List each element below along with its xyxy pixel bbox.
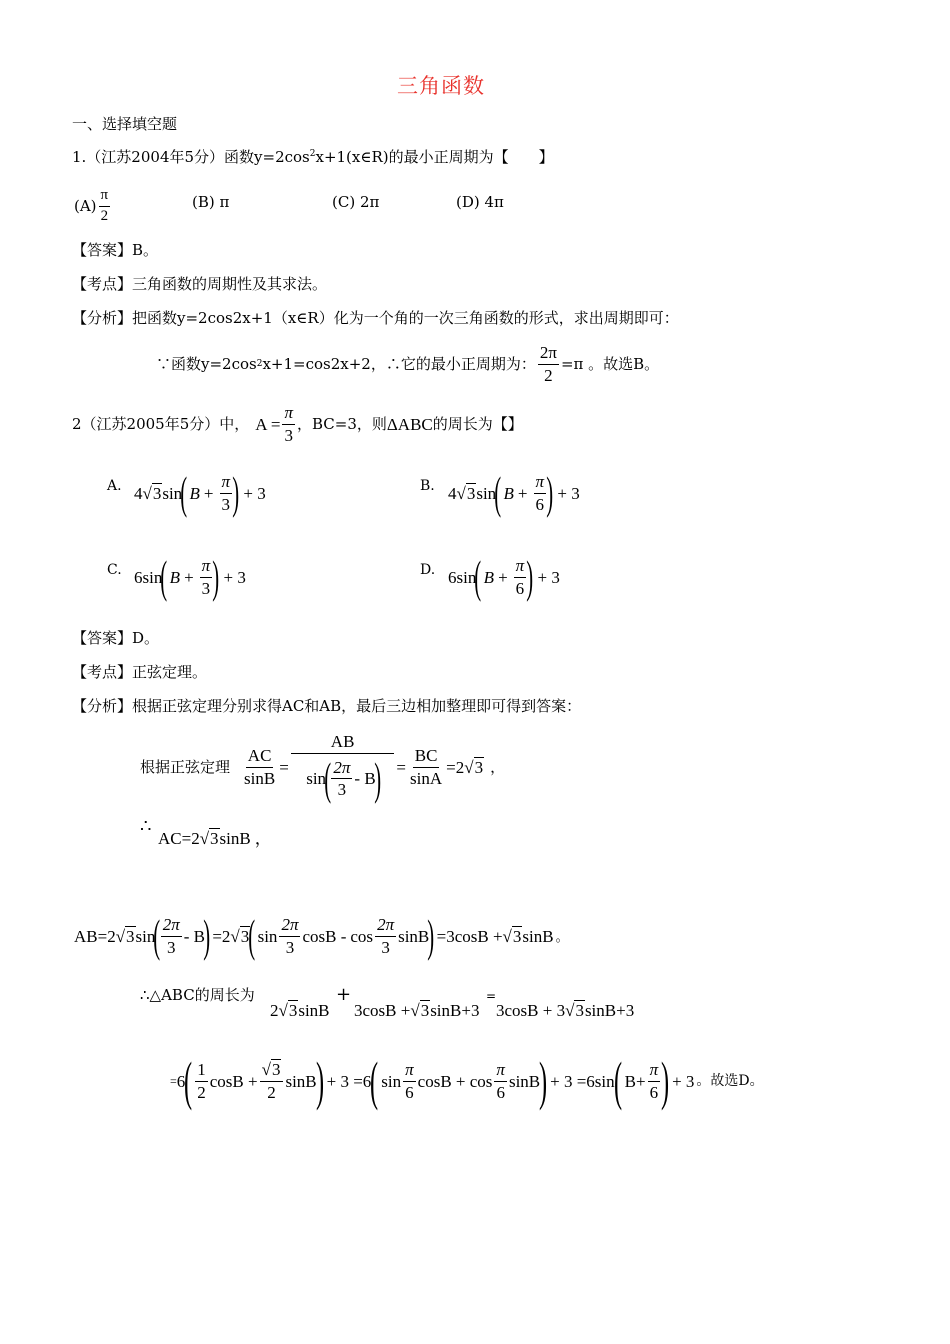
q1-option-d: (D) 4π [456,193,504,211]
fraction: $\frac{2\pi}{3}$ [162,914,180,957]
q1-analysis: 【分析】把函数y=2cos2x+1（x∈R）化为一个角的一次三角函数的形式，求出周期即可： [72,309,679,327]
fraction: $\frac{\pi}{2}$ [100,187,109,224]
q2-analysis: 【分析】根据正弦定理分别求得AC和AB，最后三边相加整理即可得到答案： [72,697,582,715]
sqrt: √3 [410,1001,430,1020]
sqrt: √3 [199,829,219,848]
q2-ab-line: AB=2 √3 sin ( $\frac{2\pi}{3}$ - B ) =2 √3 ( sin $\frac{2\pi}{3}$ cosB - cos $\frac{2\pi}{3}$ sinB ) =3cosB + √3 sinB 。 [74,910,569,961]
sqrt: √3 [565,1001,584,1020]
q2-option-a-label: A. [107,478,122,494]
q2-option-b-expr: 4 √3 sin ( B + $\frac{\pi}{6}$ ) + 3 [448,467,580,518]
q1-option-c: (C) 2π [332,193,380,211]
fraction: $\frac{\pi}{6}$ [535,471,545,514]
q2-point: 【考点】正弦定理。 [72,663,208,681]
fraction: $\frac{2\pi}{2}$ [539,343,557,385]
q2-final-line: = 6 ( $\frac{1}{2}$ cosB + $\frac{√3}{2}$ sinB ) + 3 =6 ( sin $\frac{\pi}{6}$ cosB + cos $\frac{\pi}{6}$ sinB ) + 3 =6sin ( B+ $\frac{\pi}{6}$ ) + 3 。故选D。 [170,1051,764,1111]
fraction: $\frac{AC}{\sin B}$ [244,746,276,788]
sqrt: √3 [464,757,484,777]
fraction: $\frac{2\pi}{3}$ [377,914,395,957]
q2-stem: 2（江苏2005年5分）中， A = $\frac{\pi}{3}$ ，BC=3，则 ΔABC 的周长为【】 [72,403,523,445]
sqrt: √3 [456,483,476,503]
q1-work: ∵函数y=2cos 2 x+1=cos2x+2，∴它的最小正周期为： $\frac{2\pi}{2}$ =π 。故选B。 [156,343,660,385]
q1-stem: 1.（江苏2004年5分）函数$y=2\cos^2x+1(x\in R)$的最小正周期为【 】 [72,148,554,166]
q2-option-a-expr: 4 √3 sin ( B + $\frac{\pi}{3}$ ) + 3 [134,467,266,518]
fraction: $\frac{2\pi}{3}$ [333,757,351,800]
fraction: $\frac{\pi}{6}$ [649,1059,659,1102]
fraction: $\frac{\pi}{6}$ [515,555,525,598]
q2-option-d-label: D. [420,562,436,578]
q1-option-a: (A) $\frac{\pi}{2}$ [74,187,109,224]
section-heading: 一、选择填空题 [72,115,178,133]
q2-option-c-label: C. [107,562,122,578]
sqrt: √3 [115,926,135,946]
page-title: 三角函数 [397,74,485,98]
fraction: $\frac{\pi}{6}$ [405,1059,414,1102]
q2-law-of-sines: 根据正弦定理 $\frac{AC}{\sin B}$ = AB sin ( $\frac{2\pi}{3}$ - B ) = $\frac{BC}{\sin A}$ =2 √3 ， [140,732,506,804]
sqrt: √3 [142,483,162,503]
q2-option-d-expr: 6 sin ( B + $\frac{\pi}{6}$ ) + 3 [448,551,560,602]
q1-option-b: (B) π [192,193,230,211]
therefore-symbol: ∴ [140,816,152,837]
fraction: $\frac{2\pi}{3}$ [281,914,299,957]
sqrt: √3 [261,1059,281,1079]
q2-ac-line: AC=2 √3 sinB ， [158,829,272,848]
q1-point: 【考点】三角函数的周期性及其求法。 [72,275,328,293]
sqrt: √3 [502,926,522,946]
q2-perimeter-term1: 2 √3 sinB [270,1001,330,1020]
fraction: $\frac{\pi}{3}$ [201,555,211,598]
fraction: $\frac{\pi}{3}$ [221,471,231,514]
fraction: $\frac{\pi}{6}$ [496,1059,505,1102]
perimeter-plus: + [336,984,352,1005]
fraction: $\frac{√3}{2}$ [260,1061,284,1102]
q2-perimeter-term3: 3cosB + 3 √3 sinB+3 [496,1001,635,1020]
q2-answer: 【答案】D。 [72,629,160,647]
q2-option-b-label: B. [420,478,435,494]
sqrt: √3 [230,926,250,946]
q2-option-c-expr: 6 sin ( B + $\frac{\pi}{3}$ ) + 3 [134,551,246,602]
fraction: AB sin ( $\frac{2\pi}{3}$ - B ) [291,733,395,802]
sqrt: √3 [278,1001,298,1020]
q1-answer: 【答案】B。 [72,241,159,259]
fraction: $\frac{\pi}{3}$ [284,403,293,445]
q2-perimeter-lead: ∴△ABC的周长为 [140,986,255,1004]
q2-perimeter-term2: 3cosB + √3 sinB+3 [354,1001,480,1020]
fraction: $\frac{BC}{\sin A}$ [410,746,443,788]
fraction: $\frac{1}{2}$ [197,1059,206,1102]
perimeter-eq: = [486,989,497,1003]
